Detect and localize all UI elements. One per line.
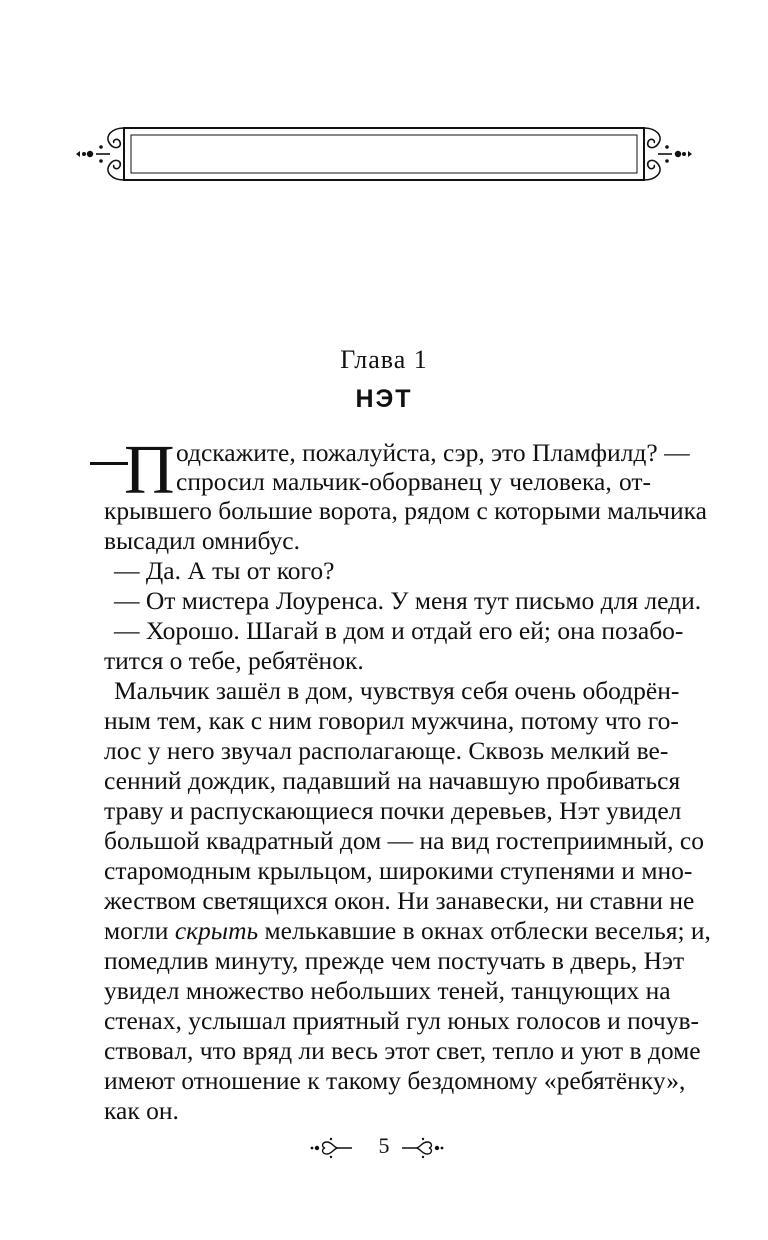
drop-cap: П: [124, 432, 175, 509]
text-line: [104, 916, 711, 946]
text-line: крывшего большие ворота, рядом с которыми мальчика: [104, 496, 707, 525]
right-footer-ornament-icon: [400, 1136, 446, 1160]
page-number: 5: [378, 1133, 390, 1158]
text-line: траву и распускающиеся почки деревьев, Нэт увидел: [104, 796, 682, 825]
chapter-number: Глава 1: [340, 345, 428, 374]
text-fragment: мелькавшие в окнах отблески веселья; и,: [264, 916, 711, 945]
text-line: помедлив минуту, прежде чем постучать в дверь, Нэт: [104, 946, 685, 975]
text-line: — Да. А ты от кого?: [114, 556, 335, 585]
text-line: одскажите, пожалуйста, сэр, это Пламфилд? —: [176, 438, 690, 467]
left-footer-ornament-icon: [308, 1136, 354, 1160]
text-line: имеют отношение к такому бездомному «ребятёнку»,: [104, 1066, 686, 1095]
text-fragment: могли: [104, 916, 169, 945]
text-line: тится о тебе, ребятёнок.: [104, 646, 364, 675]
text-line: ствовал, что вряд ли весь этот свет, тепло и уют в доме: [104, 1036, 701, 1065]
text-line: стенах, услышал приятный гул юных голосов и почув-: [104, 1006, 700, 1035]
chapter-header-frame-ornament: [74, 124, 694, 186]
text-line: — От мистера Лоуренса. У меня тут письмо для леди.: [114, 586, 702, 615]
text-line: высадил омнибус.: [104, 526, 300, 555]
emphasized-word: скрыть: [174, 916, 259, 945]
text-line: Мальчик зашёл в дом, чувствуя себя очень ободрён-: [114, 676, 680, 705]
text-line: ным тем, как с ним говорил мужчина, потому что го-: [104, 706, 679, 735]
text-line: спросил мальчик-оборванец у человека, от-: [176, 467, 651, 496]
text-line: увидел множество небольших теней, танцующих на: [104, 976, 671, 1005]
text-line: старомодным крыльцом, широкими ступенями и мно-: [104, 856, 693, 885]
chapter-title: НЭТ: [355, 385, 413, 413]
text-line: — Хорошо. Шагай в дом и отдай его ей; она позабо-: [114, 616, 684, 645]
text-line: большой квадратный дом — на вид гостеприимный, со: [104, 826, 704, 855]
text-line: лос у него звучал располагающе. Сквозь мелкий ве-: [104, 736, 669, 765]
dialogue-dash: [90, 462, 128, 465]
text-line: сенний дождик, падавший на начавшую пробиваться: [104, 766, 681, 795]
text-line: жеством светящихся окон. Ни занавески, ни ставни не: [104, 886, 695, 915]
text-line: как он.: [104, 1096, 179, 1125]
